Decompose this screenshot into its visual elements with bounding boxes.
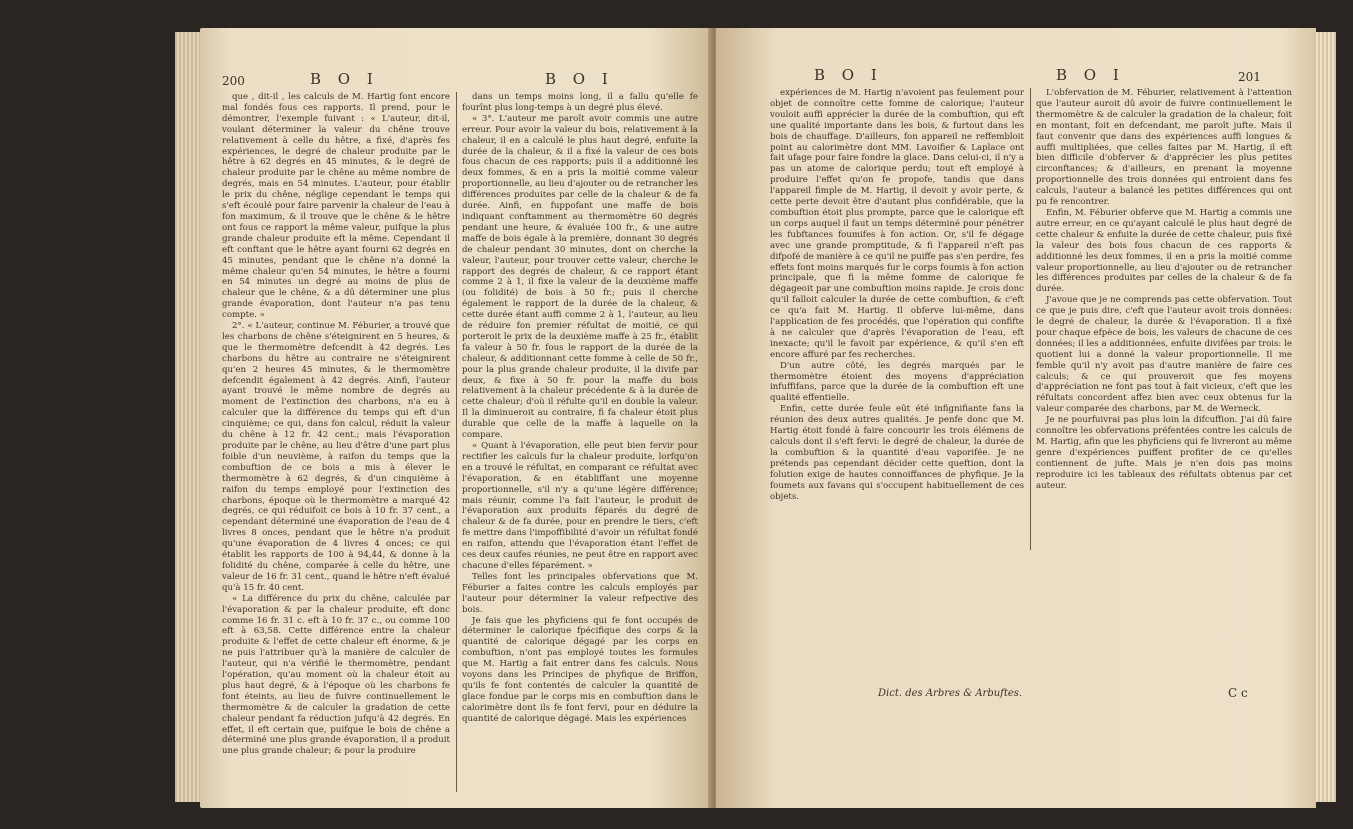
paragraph: 2°. « L'auteur, continue M. Féburier, a trouvé que les charbons de chêne s'éteignirent en 5 heures, & que le thermomètre defcendit à 42 degrés. Les charbons du hêtre au contraire ne s'éteignirent qu'en 2 heures 45 minutes, & le thermomètre defcendit également à 42 degrés. Ainfi, l'auteur ayant trouvé le même nombre de degrés au moment de l'extinction des charbons, n'a eu à calculer que la différence du temps qui eft d'un cinquième; ce qui, dans fon calcul, réduit la valeur du chêne à 12 fr. 42 cent.; mais l'évaporation produite par le chêne, au lieu d'être d'une part plus foible d'un neuvième, à raifon du temps que la combuftion de ce bois a mis à élever le thermomètre à 62 degrés, & d'un cinquième à raifon du temps employé pour l'extinction des charbons, époque où le thermomètre a marqué 42 degrés, ce qui réduifoit ce bois à 10 fr. 37 cent., a cependant déterminé une évaporation de l'eau de 4 livres 8 onces, pendant que le hêtre n'a produit qu'une évaporation de 4 livres 4 onces; ce qui établit les rapports de 100 à 94,44, & donne à la folidité du chêne, comparée à celle du hêtre, une valeur de 16 fr. 31 cent., quand le hêtre n'eft évalué qu'à 15 fr. 40 cent.: [222, 321, 450, 593]
text-column-1: [770, 88, 1024, 558]
left-page-edge: [175, 32, 203, 802]
text-column-2: [1036, 88, 1292, 558]
column-rule: [456, 92, 457, 792]
running-head: B O I: [310, 70, 379, 88]
page-number: 200: [222, 74, 245, 88]
paragraph: « Quant à l'évaporation, elle peut bien fervir pour rectifier les calculs fur la chaleur produite, lorfqu'on en a trouvé le réfultat, en comparant ce réfultat avec l'évaporation, & en établiffant une moyenne proportionnelle, s'il n'y a qu'une légère différence; mais réunir, comme l'a fait l'auteur, le produit de l'évaporation aux produits féparés du degré de chaleur & de fa durée, pour en prendre le tiers, c'eft fe mettre dans l'impoffibilité d'avoir un réfultat fondé en raifon, attendu que l'évaporation étant l'effet de ces deux caufes réunies, ne peut être en rapport avec chacune d'elles féparément. »: [462, 441, 698, 571]
paragraph: J'avoue que je ne comprends pas cette obfervation. Tout ce que je puis dire, c'eft que l'auteur avoit trois données: le degré de chaleur, la durée & l'évaporation. Il a fixé pour chaque efpèce de bois, les valeurs de chacune de ces données; il les a additionnées, enfuite divifées par trois: le quotient lui a donné la valeur proportionnelle. Il me femble qu'il n'y avoit pas d'autre manière de faire ces calculs; & ce qui prouveroit que fes moyens d'appréciation ne font pas tout à fait vicieux, c'eft que les réfultats concordent affez bien avec ceux obtenus fur la valeur comparée des charbons, par M. de Werneck.: [1036, 295, 1292, 415]
left-page: [200, 28, 712, 808]
column-rule: [1030, 88, 1031, 550]
right-page: [716, 28, 1316, 808]
open-book: [40, 0, 1330, 829]
running-head: B O I: [545, 70, 614, 88]
paragraph: dans un temps moins long, il a fallu qu'elle fe fourînt plus long-temps à un degré plus élevé.: [462, 92, 698, 113]
paragraph: Enfin, M. Féburier obferve que M. Hartig a commis une autre erreur, en ce qu'ayant calculé le plus haut degré de cette chaleur & enfuite la durée de cette chaleur, puis fixé la valeur des bois fous chacun de ces rapports & additionné les deux fommes, il en a pris la moitié comme valeur proportionnelle, au lieu d'ajouter ou de retrancher les différences produites par celles de la chaleur & de fa durée.: [1036, 207, 1292, 295]
page-number: 201: [1238, 70, 1261, 84]
paragraph: D'un autre côté, les degrés marqués par le thermomètre étoient des moyens d'appréciation infuffifans, parce que la durée de la combuftion eft une qualité effentielle.: [770, 360, 1024, 404]
running-head: B O I: [814, 66, 883, 84]
paragraph: « 3°. L'auteur me paroît avoir commis une autre erreur. Pour avoir la valeur du bois, relativement à la chaleur, il en a calculé le plus haut degré, enfuite la durée de la chaleur, & il a fixé la valeur de ces bois fous chacun de ces rapports; puis il a additionné les deux fommes, & en a pris la moitié comme valeur proportionnelle, au lieu d'ajouter ou de retrancher les différences produites par celle de la chaleur & de fa durée. Ainfi, en fuppofant une maffe de bois indiquant conftamment au thermomètre 60 degrés pendant une heure, & évaluée 100 fr., & une autre maffe de bois égale à la première, donnant 30 degrés de chaleur pendant 30 minutes, dont on cherche la valeur, l'auteur, pour trouver cette valeur, cherche le rapport des degrés de chaleur, & ce rapport étant comme 2 à 1, il fixe la valeur de la deuxième maffe (ou folidité) de bois à 50 fr.; puis il cherche également le rapport de la durée de la chaleur, & cette durée étant auffi comme 2 à 1, l'auteur, au lieu de réduire fon premier réfultat de moitié, ce qui porteroit le prix de la deuxième maffe à 25 fr., établit fa valeur à 50 fr. fous le rapport de la durée de la chaleur, & additionnant cette fomme à celle de 50 fr., pour la plus grande chaleur produite, il la divife par deux, & fixe à 50 fr. pour la maffe du bois relativement à la chaleur précédente & à la durée de cette chaleur; d'où il réfulte qu'il en double la valeur. Il la diminueroit au contraire, fi fa chaleur étoit plus durable que celle de la maffe à laquelle on la compare.: [462, 113, 698, 441]
text-column-1: [222, 92, 450, 798]
paragraph: Enfin, cette durée feule eût été infignifiante fans la réunion des deux autres qualités. Je penfe donc que M. Hartig étoit fondé à faire concourir les trois élémens de calculs dont il s'eft fervi: le degré de chaleur, la durée de la combuftion & la quantité d'eau vaporifée. Je ne prétends pas cependant décider cette queftion, dont la folution exige de hautes connoiffances de phyfique. Je la foumets aux favans qui s'occupent habituellement de ces objets.: [770, 404, 1024, 502]
paragraph: Je fais que les phyficiens qui fe font occupés de déterminer le calorique fpécifique des corps & la quantité de calorique dégagé par les corps en combuftion, n'ont pas employé toutes les formules que M. Hartig a fait entrer dans fes calculs. Nous voyons dans les Principes de phyfique de Briffon, qu'ils fe font contentés de calculer la quantité de glace fondue par le corps mis en combuftion dans le calorimètre dont ils fe font fervi, pour en déduire la quantité de calorique dégagé. Mais les expériences: [462, 615, 698, 724]
running-head: B O I: [1056, 66, 1125, 84]
paragraph: que , dit-il , les calculs de M. Hartig font encore mal fondés fous ces rapports. Il prend, pour le démontrer, l'exemple fuivant : « L'auteur, dit-il, voulant déterminer la valeur du chêne trouve relativement à celle du hêtre, a fixé, d'après fes expériences, le degré de chaleur produite par le hêtre à 62 degrés en 45 minutes, & le degré de chaleur produite par le chêne au même nombre de degrés, mais en 54 minutes. L'auteur, pour établir le prix du chêne, néglige cependant le temps qui s'eft écoulé pour faire parvenir la chaleur de l'eau à fon maximum, & il trouve que le chêne & le hêtre ont fous ce rapport la même valeur, puifque la plus grande chaleur produite eft la même. Cependant il eft conftant que le hêtre ayant fourni 62 degrés en 45 minutes, pendant que le chêne n'a donné la même chaleur qu'en 54 minutes, le hêtre a fourni en 54 minutes un degré au moins de plus de chaleur que le chêne, & a dû déterminer une plus grande évaporation, dont l'auteur n'a pas tenu compte. »: [222, 92, 450, 321]
right-page-edge: [1314, 32, 1336, 802]
paragraph: « La différence du prix du chêne, calculée par l'évaporation & par la chaleur produite, eft donc comme 16 fr. 31 c. eft à 10 fr. 37 c., ou comme 100 eft à 63,58. Cette différence entre la chaleur produite & l'effet de cette chaleur eft énorme, & je ne puis l'attribuer qu'à la manière de calculer de l'auteur, qui n'a vérifié le thermomètre, pendant l'opération, qu'au moment où la chaleur étoit au plus haut degré, & à l'époque où les charbons fe font éteints, au lieu de fuivre continuellement le thermomètre & de calculer la gradation de cette chaleur pendant fa réduction jufqu'à 42 degrés. En effet, il eft certain que, puifque le bois de chêne a déterminé une plus grande évaporation, il a produit une plus grande chaleur; & pour la produire: [222, 593, 450, 757]
signature-mark: C c: [1228, 686, 1248, 700]
text-column-2: [462, 92, 698, 798]
paragraph: L'obfervation de M. Féburier, relativement à l'attention que l'auteur auroit dû avoir de fuivre continuellement le thermomètre & de calculer la gradation de la chaleur, foit en montant, foit en defcendant, me paroît jufte. Mais il faut convenir que dans des expériences auffi longues & auffi multipliées, que celles faites par M. Hartig, il eft bien difficile d'obferver & d'apprécier les plus petites circonftances; & d'ailleurs, en prenant la moyenne proportionnelle des trois données qui entroient dans fes calculs, l'auteur a balancé les petites différences qui ont pu fe rencontrer.: [1036, 88, 1292, 208]
paragraph: Je ne pourfuivrai pas plus loin la difcuffion. J'ai dû faire connoître les obfervations préfentées contre les calculs de M. Hartig, afin que les phyficiens qui fe livreront au même genre d'expériences puiffent profiter de ce qu'elles contiennent de jufte. Mais je n'en dois pas moins reproduire ici les tableaux des réfultats obtenus par cet auteur.: [1036, 415, 1292, 491]
page-footer: Dict. des Arbres & Arbuftes.: [878, 688, 1023, 699]
paragraph: Telles font les principales obfervations que M. Féburier a faites contre les calculs employés par l'auteur pour déterminer la valeur refpective des bois.: [462, 571, 698, 615]
paragraph: expériences de M. Hartig n'avoient pas feulement pour objet de connoître cette fomme de calorique; l'auteur vouloit auffi apprécier la durée de la combuftion, qui eft une qualité importante dans les bois, & furtout dans les bois de chauffage. D'ailleurs, fon appareil ne reffembloit point au calorimètre dont MM. Lavoifier & Laplace ont fait ufage pour faire fondre la glace. Dans celui-ci, il n'y a pas un atome de calorique perdu; tout eft employé à produire l'effet qu'on fe propofe, tandis que dans l'appareil fimple de M. Hartig, il devoit y avoir perte, & cette perte devoit être d'autant plus confidérable, que la combuftion étoit plus prompte, parce que le calorique eft un corps auquel il faut un temps déterminé pour pénétrer les fubftances foumifes à fon action. Or, s'il fe dégage avec une grande promptitude, & fi l'appareil n'eft pas difpofé de manière à ce qu'il ne puiffe pas s'en perdre, fes effets font moins marqués fur le corps foumis à fon action principale, que fi la même fomme de calorique fe dégageoit par une combuftion moins rapide. Je crois donc qu'il falloit calculer la durée de cette combuftion, & c'eft ce qu'a fait M. Hartig. Il obferve lui-même, dans l'application de fes procédés, que l'opération qui confifte à ne calculer que d'après l'évaporation de l'eau, eft inexacte; qu'il le favoit par expérience, & qu'il s'en eft encore affuré par fes recherches.: [770, 88, 1024, 360]
